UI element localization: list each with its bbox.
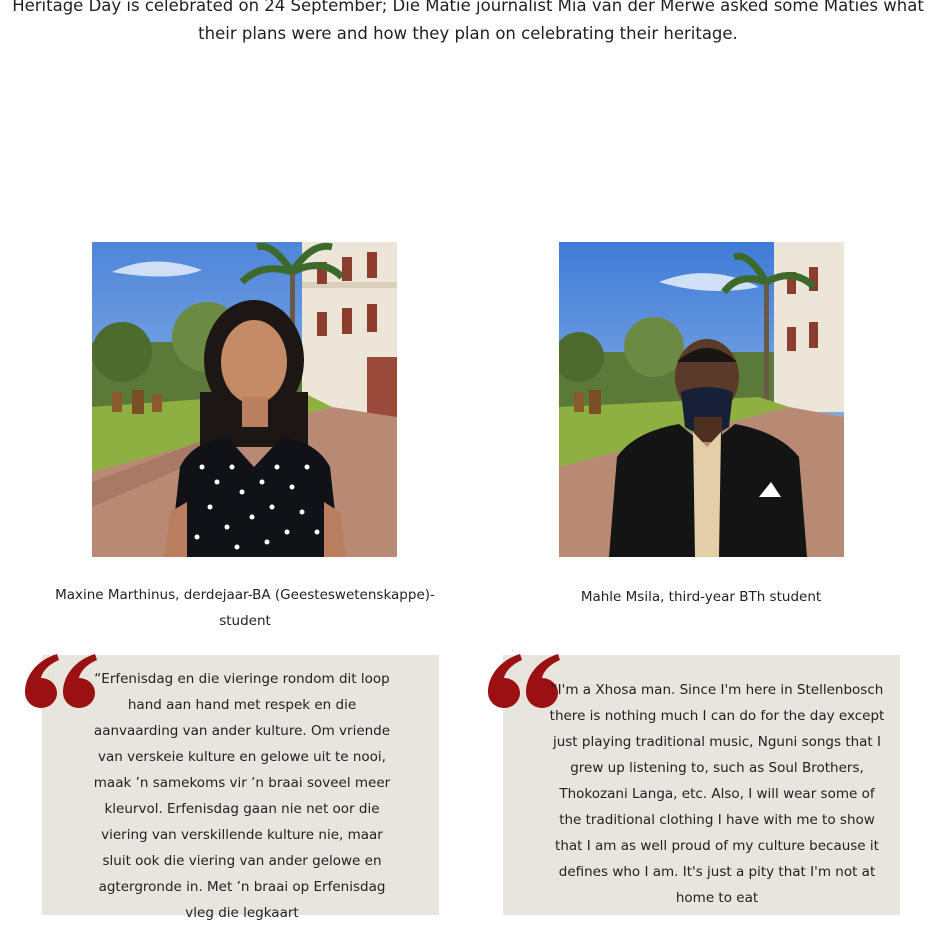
quote-text-maxine: “Erfenisdag en die vieringe rondom dit loop hand aan hand met respek en die aanvaarding van ander kulture. Om vriende van verskeie kulture en gelowe uit te nooi, maak ’n samekoms vir ’n braai soveel meer kleurvol. Erfenisdag gaan nie net oor die viering van verskillende kulture nie, maar sluit ook die viering van ander gelowe en agtergronde in. Met ’n braai op Erfenisdag vleg die legkaart bbox=[93, 671, 391, 921]
intro-paragraph: Heritage Day is celebrated on 24 September; Die Matie journalist Mia van der Merwe asked some Maties what their plans were and how they plan on celebrating their heritage. bbox=[12, 0, 924, 43]
photo-caption-maxine: Maxine Marthinus, derdejaar-BA (Geesteswetenskappe)-student bbox=[55, 587, 435, 629]
portrait-photo-mahle bbox=[559, 242, 844, 557]
photo-caption-mahle: Mahle Msila, third-year BTh student bbox=[580, 589, 822, 605]
portrait-photo-maxine bbox=[92, 242, 397, 557]
quote-text-mahle: “I'm a Xhosa man. Since I'm here in Stellenbosch there is nothing much I can do for the day except just playing traditional music, Nguni songs that I grew up listening to, such as Soul Brothers, Thokozani Langa, etc. Also, I will wear some of the traditional clothing I have with me to show that I am as well proud of my culture because it defines who I am. It's just a pity that I'm not at home to eat bbox=[549, 682, 885, 906]
